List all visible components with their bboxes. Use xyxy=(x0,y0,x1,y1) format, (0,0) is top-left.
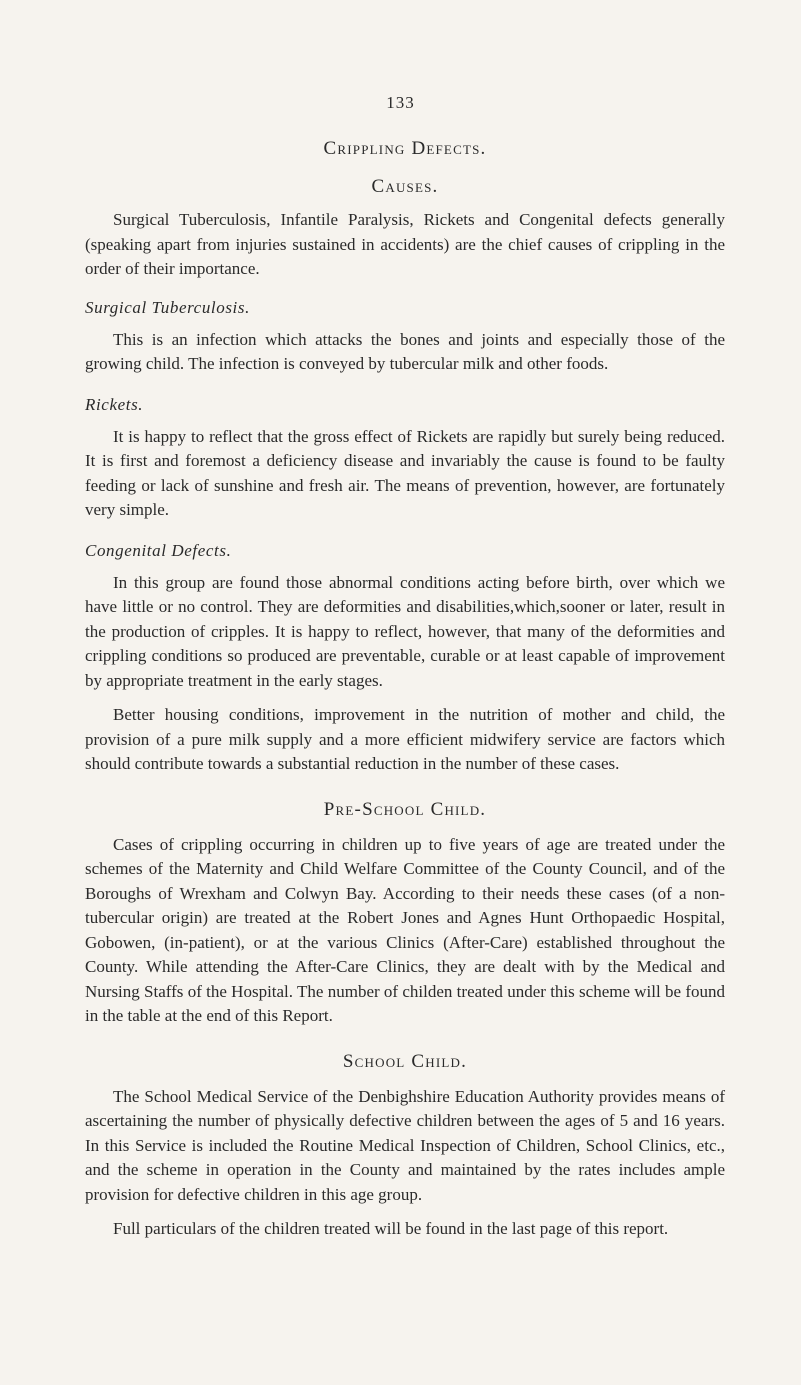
congenital-defects-heading: Congenital Defects. xyxy=(85,540,232,560)
preschool-paragraph: Cases of crippling occurring in children up to five years of age are treated under the schemes of the Maternity and Child Welfare Committee of the County Council, and of the Boroughs of Wrexham and Colwyn Bay. According to their needs these cases (of a non-tubercular origin) are treated at the Robert Jones and Agnes Hunt Orthopaedic Hospital, Gobowen, (in-patient), or at the various Clinics (After-Care) established throughout the County. While attending the After-Care Clinics, they are dealt with by the Medical and Nursing Staffs of the Hospital. The number of childen treated under this scheme will be found in the table at the end of this Report. xyxy=(85,834,725,1025)
surgical-tuberculosis-heading: Surgical Tuberculosis. xyxy=(85,297,250,317)
page-content xyxy=(85,138,725,1242)
congenital-paragraph-2: Better housing conditions, improvement in the nutrition of mother and child, the provision of a pure milk supply and a more efficient midwifery service are factors which should contribute towards a substantial reduction in the number of these cases. xyxy=(85,705,725,773)
causes-paragraph: Surgical Tuberculosis, Infantile Paralysis, Rickets and Congenital defects generally (speaking apart from injuries sustained in accidents) are the chief causes of crippling in the order of their importance. xyxy=(85,210,725,278)
preschool-heading: Pre-School Child. xyxy=(323,798,487,820)
congenital-paragraph-1: In this group are found those abnormal conditions acting before birth, over which we have little or no control. They are deformities and disabilities,which,sooner or later, result in the production of cripples. It is happy to reflect, however, that many of the deformities and crippling conditions so produced are preventable, curable or at least capable of improvement by appropriate treatment in the early stages. xyxy=(85,572,725,690)
school-heading: School Child. xyxy=(342,1050,468,1072)
page-title: Crippling Defects. xyxy=(323,138,487,159)
page-number: 133 xyxy=(386,93,415,112)
school-paragraph-2: Full particulars of the children treated will be found in the last page of this report. xyxy=(113,1219,669,1238)
surgical-tuberculosis-paragraph: This is an infection which attacks the bones and joints and especially those of the growing child. The infection is conveyed by tubercular milk and other foods. xyxy=(85,329,725,373)
rickets-paragraph: It is happy to reflect that the gross effect of Rickets are rapidly but surely being reduced. It is first and foremost a deficiency disease and invariably the cause is found to be faulty feeding or lack of sunshine and fresh air. The means of prevention, however, are fortunately very simple. xyxy=(85,426,725,519)
school-paragraph-1: The School Medical Service of the Denbighshire Education Authority provides means of ascertaining the number of physically defective children between the ages of 5 and 16 years. In this Service is included the Routine Medical Inspection of Children, School Clinics, etc., and the scheme in operation in the County and maintained by the rates includes ample provision for defective children in this age group. xyxy=(85,1086,725,1204)
causes-heading: Causes. xyxy=(371,176,439,197)
rickets-heading: Rickets. xyxy=(85,394,144,414)
